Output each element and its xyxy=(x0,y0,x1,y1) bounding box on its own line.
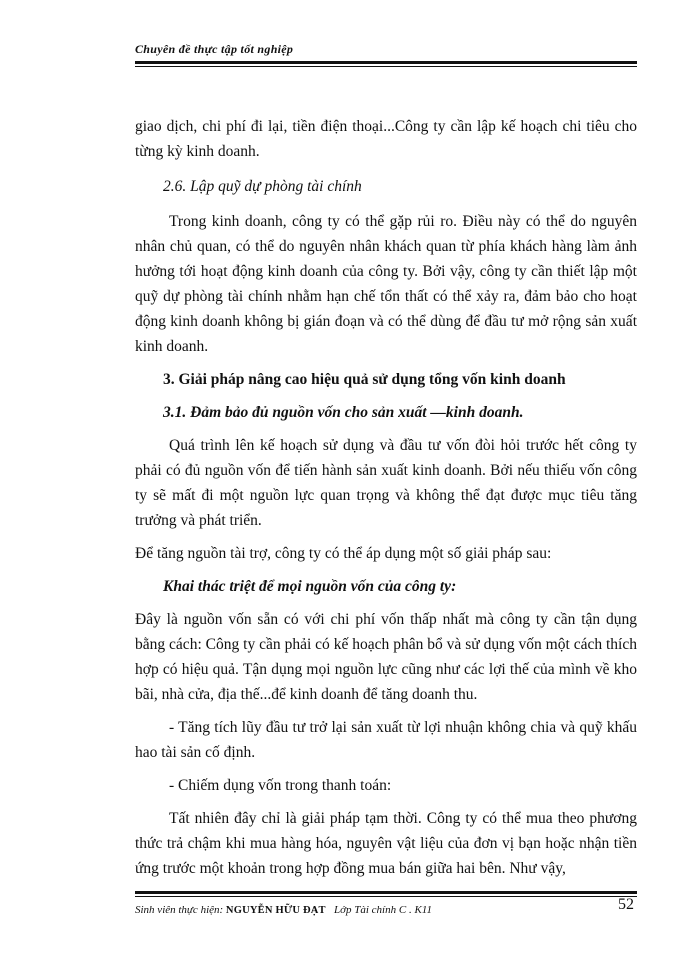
paragraph-3: Quá trình lên kế hoạch sử dụng và đầu tư vốn đòi hỏi trước hết công ty phải có đủ nguồn vốn để tiến hành sản xuất kinh doanh. Bởi nếu thiếu vốn công ty sẽ mất đi một nguồn lực quan trọng và không thể đạt được mục tiêu tăng trưởng và phát triển. xyxy=(135,437,637,529)
footer-student-name: NGUYỄN HỮU ĐẠT xyxy=(225,905,326,916)
footer-rule-thick xyxy=(135,891,637,894)
subheading-khai-thac: Khai thác triệt để mọi nguồn vốn của công ty: xyxy=(163,578,457,595)
header-rule-thin xyxy=(135,66,637,67)
header-rule-thick xyxy=(135,61,637,64)
paragraph-2: Trong kinh doanh, công ty có thể gặp rủi ro. Điều này có thể do nguyên nhân chủ quan, có thể do nguyên nhân khách quan từ phía khách hàng làm ảnh hưởng tới hoạt động kinh doanh của công ty. Bởi vậy, công ty cần thiết lập một quỹ dự phòng tài chính nhằm hạn chế tổn thất có thể xảy ra, đảm bảo cho hoạt động kinh doanh không bị gián đoạn và có thể dùng để đầu tư mở rộng sản xuất kinh doanh. xyxy=(135,213,637,355)
paragraph-8: Tất nhiên đây chỉ là giải pháp tạm thời. Công ty có thể mua theo phương thức trả chậm khi mua hàng hóa, nguyên vật liệu của đơn vị bạn hoặc nhận tiền ứng trước một khoản trong hợp đồng mua bán giữa hai bên. Như vậy, xyxy=(135,810,637,877)
page-number: 52 xyxy=(618,896,634,913)
paragraph-6: - Tăng tích lũy đầu tư trở lại sản xuất từ lợi nhuận không chia và quỹ khấu hao tài sản cố định. xyxy=(135,719,637,761)
paragraph-7: - Chiếm dụng vốn trong thanh toán: xyxy=(169,777,392,794)
section-heading-3-1: 3.1. Đảm bảo đủ nguồn vốn cho sản xuất —kinh doanh. xyxy=(163,404,524,421)
document-body xyxy=(135,114,637,881)
footer-class: Lớp Tài chính C . K11 xyxy=(334,904,432,916)
header-title: Chuyên đề thực tập tốt nghiệp xyxy=(135,42,294,56)
paragraph-1: giao dịch, chi phí đi lại, tiền điện thoại...Công ty cần lập kế hoạch chi tiêu cho từng kỳ kinh doanh. xyxy=(135,118,637,160)
section-heading-3: 3. Giải pháp nâng cao hiệu quả sử dụng tổng vốn kinh doanh xyxy=(163,371,566,388)
paragraph-5: Đây là nguồn vốn sẵn có với chi phí vốn thấp nhất mà công ty cần tận dụng bằng cách: Công ty cần phải có kế hoạch phân bổ và sử dụng vốn một cách thích hợp có hiệu quả. Tận dụng mọi nguồn lực cũng như các lợi thế của mình về kho bãi, nhà cửa, địa thế...để kinh doanh để tăng doanh thu. xyxy=(135,611,637,703)
footer-label: Sinh viên thực hiện: xyxy=(135,904,224,916)
page-header xyxy=(135,42,635,57)
footer-rule-thin xyxy=(135,896,637,897)
paragraph-4: Để tăng nguồn tài trợ, công ty có thể áp dụng một số giải pháp sau: xyxy=(135,545,552,562)
section-heading-2-6: 2.6. Lập quỹ dự phòng tài chính xyxy=(163,178,362,195)
page-footer xyxy=(135,904,637,916)
